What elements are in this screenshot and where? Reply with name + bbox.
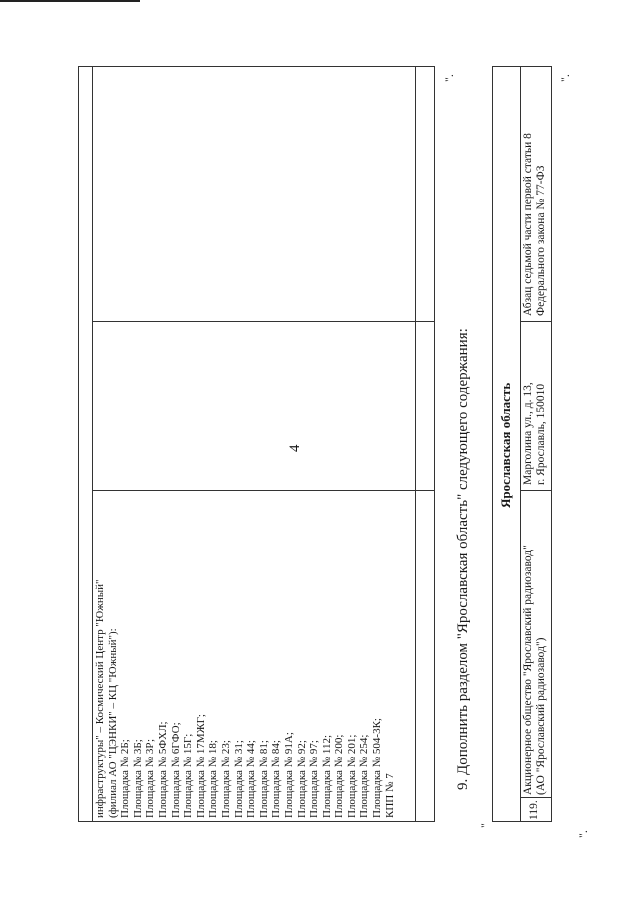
- organization-cell: [522, 545, 548, 795]
- address-city: г. Ярославль, 150010: [535, 383, 547, 485]
- list-item: Площадка № 44;: [245, 740, 258, 818]
- legal-basis-line1: Абзац седьмой части первой статьи 8: [522, 133, 534, 316]
- list-item: Площадка № 2Б;: [119, 739, 132, 818]
- list-item: Площадка № 23;: [219, 740, 232, 818]
- list-item: (филиал АО "ЦЭНКИ" – КЦ "Южный"):: [106, 628, 119, 818]
- list-item: Площадка № 112;: [320, 734, 333, 818]
- list-item: Площадка № 200;: [333, 734, 346, 818]
- top-rule: [0, 0, 140, 2]
- table1-col-divider-2: [415, 66, 416, 822]
- list-item: Площадка № 5ФХЛ;: [156, 721, 169, 818]
- instruction-text: 9. Дополнить разделом "Ярославская область" следующего содержания:: [455, 328, 471, 790]
- table2-closing-quote: ".: [558, 74, 572, 82]
- legal-basis-cell: [522, 133, 548, 316]
- list-item: Площадка № 6ГФО;: [169, 722, 182, 818]
- list-item: Площадка № 81;: [257, 740, 270, 818]
- address-street: Марголина ул., д. 13,: [522, 382, 534, 485]
- list-item: инфраструктуры" – Космический Центр "Южный": [94, 579, 106, 818]
- organization-short-name: (АО "Ярославский радиозавод"): [535, 637, 547, 795]
- list-item: КПП № 7: [383, 773, 396, 818]
- row-number: 119.: [528, 800, 540, 820]
- page-number: 4: [287, 444, 303, 452]
- list-item: Площадка № 15Г;: [182, 733, 195, 818]
- table1-row-divider-2: [92, 490, 435, 491]
- table2-col-divider-1: [520, 797, 552, 798]
- list-item: Площадка № 17МЖГ;: [194, 714, 207, 818]
- list-item: Площадка № 31;: [232, 740, 245, 818]
- list-item: Площадка № 254;: [358, 734, 371, 818]
- list-item: Площадка № 3Р;: [144, 738, 157, 818]
- opening-quote: ": [478, 823, 492, 828]
- list-item: Площадка № 92;: [295, 740, 308, 818]
- table2-header-bottom: [520, 66, 521, 822]
- table1-col-divider-1: [92, 66, 93, 822]
- list-item: Площадка № 3Б;: [131, 739, 144, 818]
- facility-list: [94, 579, 396, 818]
- list-item: Площадка № 97;: [308, 740, 321, 818]
- list-item: Площадка № 18;: [207, 740, 220, 818]
- address-cell: [522, 382, 548, 485]
- organization-name: Акционерное общество "Ярославский радиозавод": [522, 545, 534, 795]
- section-title: Ярославская область: [498, 382, 513, 508]
- list-item: Площадка № 84;: [270, 740, 283, 818]
- list-item: Площадка № 201;: [345, 734, 358, 818]
- footer-quote: ".: [576, 830, 590, 838]
- legal-basis-line2: Федерального закона № 77-ФЗ: [535, 165, 547, 316]
- table2-col-divider-2: [520, 490, 552, 491]
- table2-header-divider: [520, 66, 552, 67]
- list-item: Площадка № 504-3К;: [371, 718, 384, 818]
- table1-row-divider-1: [92, 321, 435, 322]
- table1-closing-quote: ".: [442, 74, 456, 82]
- table2-col-divider-3: [520, 321, 552, 322]
- list-item: Площадка № 91А;: [282, 732, 295, 818]
